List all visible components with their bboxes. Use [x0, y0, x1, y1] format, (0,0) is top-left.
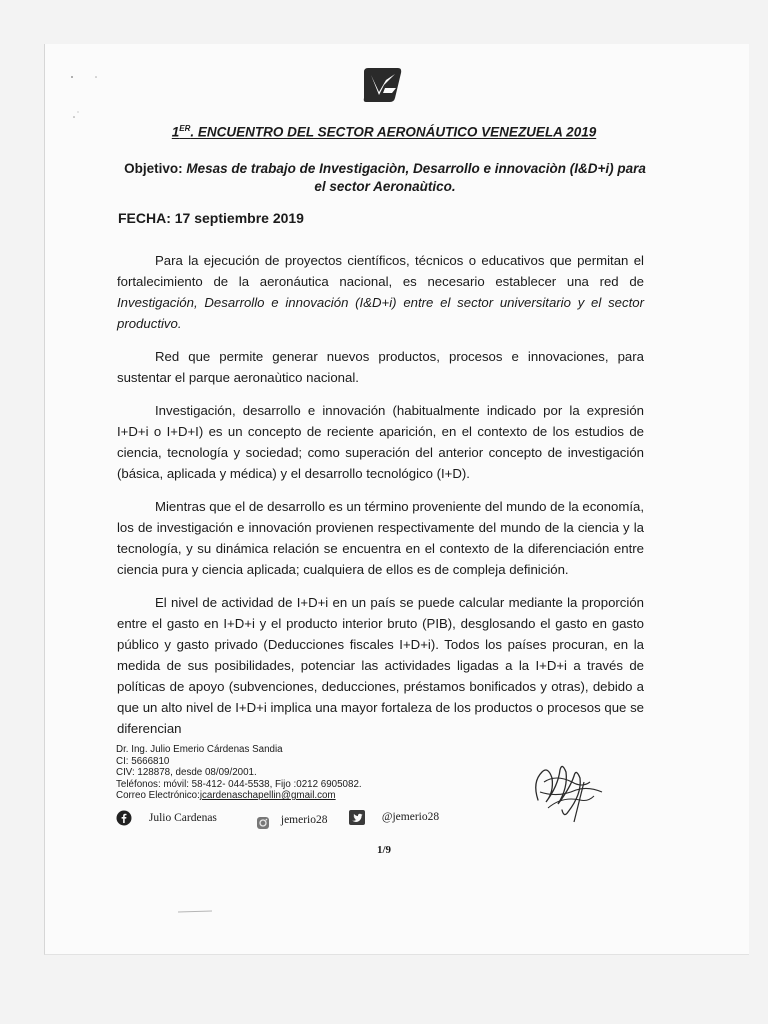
facebook-handle: Julio Cardenas — [148, 811, 217, 824]
social-instagram[interactable] — [256, 810, 328, 830]
facebook-icon — [116, 810, 132, 826]
paragraph-4: Mientras que el de desarrollo es un término proveniente del mundo de la economía, los de investigación e innovación provienen respectivamente del mundo de la ciencia y la tecnología, y su dinámica relación se encuentra en el contexto de la diferenciación entre ciencia pura y ciencia aplicada; cualquiera de ellos es de compleja definición. — [117, 499, 644, 577]
page-number: 1/9 — [376, 844, 392, 856]
twitter-handle: @jemerio28 — [381, 811, 440, 824]
contact-block — [116, 744, 362, 802]
objetivo-block — [120, 160, 650, 196]
contact-email-link[interactable]: jcardenaschapellin@gmail.com — [199, 790, 336, 801]
document-title — [0, 124, 768, 140]
paragraph-5: El nivel de actividad de I+D+i en un país se puede calcular mediante la proporción entre el gasto en I+D+i y el producto interior bruto (PIB), desglosando el gasto en gasto público y gasto privado (Deducciones fiscales I+D+i). Todos los países procuran, en la medida de sus posibilidades, potenciar las actividades ligadas a la I+D+i a través de políticas de apoyo (subvenciones, deducciones, préstamos bonificados y otras), debido a que un alto nivel de I+D+i implica una mayor fortaleza de los productos o procesos que se diferencian — [117, 595, 644, 736]
paragraph-1-text: Para la ejecución de proyectos científicos, técnicos o educativos que permitan el fortalecimiento de la aeronáutica nacional, es necesario establecer una red de — [117, 253, 644, 289]
contact-ci: CI: 5666810 — [116, 755, 170, 767]
paragraph-1 — [117, 250, 644, 334]
instagram-handle: jemerio28 — [280, 813, 328, 826]
contact-name: Dr. Ing. Julio Emerio Cárdenas Sandia — [116, 744, 283, 755]
contact-email-line — [116, 790, 362, 802]
twitter-icon — [349, 810, 365, 825]
contact-phones: Teléfonos: móvil: 58-412- 044-5538, Fijo :0212 6905082. — [116, 778, 362, 790]
social-twitter[interactable] — [349, 810, 439, 825]
title-rest: . ENCUENTRO DEL SECTOR AERONÁUTICO VENEZUELA 2019 — [190, 124, 597, 140]
instagram-icon — [256, 816, 270, 830]
paragraph-3: Investigación, desarrollo e innovación (habitualmente indicado por la expresión I+D+i o I+D+I) es un concepto de reciente aparición, en el contexto de los estudios de ciencia, tecnología y sociedad; como superación del anterior concepto de investigación (básica, aplicada y médica) y el desarrollo tecnológico (I+D). — [117, 403, 644, 481]
paragraph-2: Red que permite generar nuevos productos, procesos e innovaciones, para sustentar el parque aeronaùtico nacional. — [117, 349, 644, 385]
social-facebook[interactable] — [116, 810, 217, 826]
contact-email-label: Correo Electrónico: — [116, 790, 200, 801]
body-text — [117, 250, 644, 751]
fecha-line: FECHA: 17 septiembre 2019 — [118, 210, 304, 226]
signature-mark — [528, 752, 608, 824]
aero-logo-icon — [362, 64, 404, 104]
paragraph-1-emphasis: Investigación, Desarrollo e innovación (I&D+i) entre el sector universitario y el sector productivo. — [117, 295, 644, 331]
title-prefix: 1 — [171, 124, 180, 140]
objetivo-label: Objetivo: — [124, 161, 183, 176]
title-superscript: ER — [179, 124, 191, 133]
contact-civ: CIV: 128878, desde 08/09/2001. — [116, 767, 257, 778]
objetivo-text: Mesas de trabajo de Investigaciòn, Desarrollo e innovaciòn (I&D+i) para el sector Aeronaùtico. — [186, 161, 646, 194]
